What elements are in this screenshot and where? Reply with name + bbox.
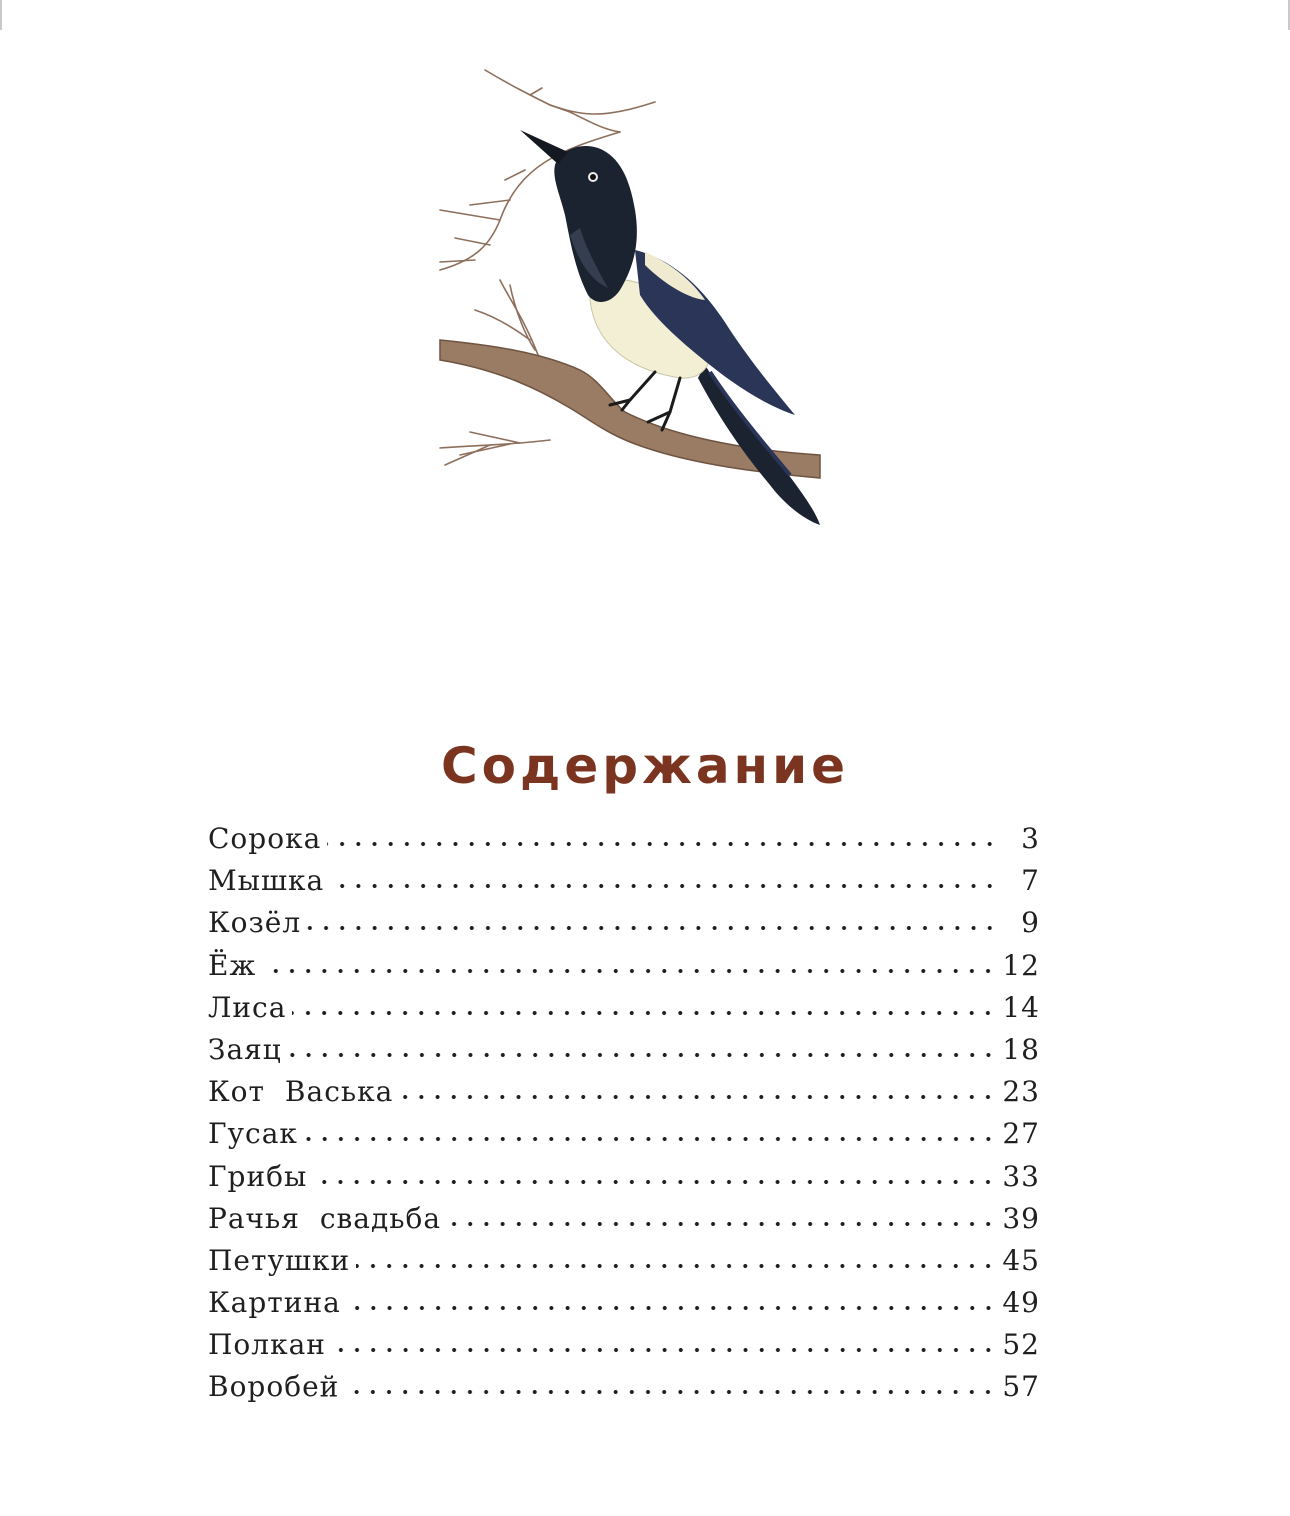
toc-entry-myshka[interactable]	[208, 864, 1040, 906]
toc-entry-title: Сорока	[208, 822, 322, 855]
dot-leader	[345, 1390, 996, 1394]
toc-entry-title: Заяц	[208, 1032, 282, 1066]
magpie-beak	[520, 130, 568, 164]
toc-title: Содержание	[440, 737, 850, 795]
toc-entry-petushki[interactable]	[208, 1244, 1040, 1286]
dot-leader	[327, 842, 998, 846]
toc-entry-griby[interactable]	[208, 1160, 1040, 1202]
dot-leader	[307, 926, 998, 930]
toc-entry-gusak[interactable]	[208, 1117, 1040, 1159]
dot-leader	[347, 1306, 997, 1310]
toc-entry-page: 3	[1021, 822, 1040, 855]
toc-entry-page: 18	[1002, 1032, 1040, 1066]
toc-entry-title: Кот Васька	[208, 1075, 394, 1109]
toc-entry-title: Ёж	[208, 948, 257, 982]
toc-entry-title: Козёл	[208, 906, 302, 940]
toc-entry-page: 12	[1002, 948, 1040, 982]
toc-entry-title: Воробей	[208, 1370, 340, 1404]
dot-leader	[288, 1053, 997, 1057]
toc-entry-title: Грибы	[208, 1159, 308, 1193]
toc-entry-kot-vaska[interactable]	[208, 1075, 1040, 1117]
dot-leader	[356, 1264, 996, 1268]
toc-entry-page: 45	[1002, 1243, 1040, 1277]
toc-entry-page: 39	[1002, 1201, 1040, 1235]
toc-entry-title: Гусак	[208, 1117, 298, 1151]
toc-entry-page: 33	[1002, 1159, 1040, 1193]
toc-entry-page: 7	[1021, 864, 1040, 898]
dot-leader	[399, 1095, 996, 1099]
dot-leader	[447, 1222, 996, 1226]
toc-entry-page: 14	[1002, 990, 1040, 1024]
toc-entry-title: Рачья свадьба	[208, 1201, 442, 1235]
toc-entry-page: 23	[1002, 1075, 1040, 1109]
toc-entry-title: Петушки	[208, 1243, 351, 1277]
toc-entry-zayats[interactable]	[208, 1033, 1040, 1075]
dot-leader	[313, 1180, 996, 1184]
dot-leader	[262, 969, 996, 973]
toc-entry-page: 27	[1002, 1117, 1040, 1151]
toc-entry-title: Лиса	[208, 990, 287, 1024]
toc-entry-kozyol[interactable]	[208, 906, 1040, 948]
toc-entry-kartina[interactable]	[208, 1286, 1040, 1328]
page-edge-left	[0, 0, 2, 30]
toc-entry-rachya-svadba[interactable]	[208, 1202, 1040, 1244]
toc-entry-title: Картина	[208, 1286, 341, 1320]
toc-entry-lisa[interactable]	[208, 991, 1040, 1033]
toc-entry-yozh[interactable]	[208, 949, 1040, 991]
toc-entry-page: 9	[1021, 906, 1040, 940]
table-of-contents	[208, 822, 1040, 1413]
toc-entry-page: 49	[1002, 1286, 1040, 1320]
toc-entry-vorobey[interactable]	[208, 1370, 1040, 1412]
dot-leader	[304, 1137, 996, 1141]
toc-entry-title: Мышка	[208, 864, 325, 898]
dot-leader	[332, 1348, 996, 1352]
toc-entry-soroka[interactable]	[208, 822, 1040, 864]
toc-entry-title: Полкан	[208, 1328, 326, 1362]
dot-leader	[330, 884, 998, 888]
toc-entry-page: 57	[1002, 1370, 1040, 1404]
toc-entry-page: 52	[1002, 1328, 1040, 1362]
dot-leader	[292, 1011, 996, 1015]
toc-entry-polkan[interactable]	[208, 1328, 1040, 1370]
magpie-illustration	[430, 60, 830, 535]
